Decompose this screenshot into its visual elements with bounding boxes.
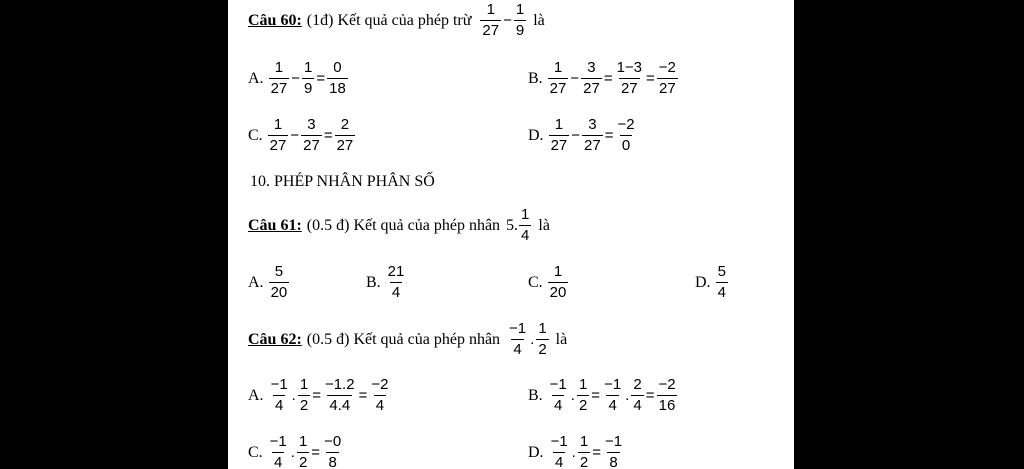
option-label: B. (366, 273, 381, 291)
option-label: A. (248, 69, 264, 87)
document-page (228, 0, 794, 469)
fraction: 1 27 (549, 59, 567, 97)
fraction: $\frac{1}{2}$ (579, 433, 589, 469)
fraction: $\frac{2}{27}$ (336, 116, 354, 154)
question-label: Câu 62: (248, 330, 302, 348)
option-label: A. (248, 386, 264, 404)
fraction: −1 4 (509, 320, 527, 358)
option-label: C. (528, 273, 543, 291)
question-62: Câu 62: (0.5 đ) Kết quả của phép nhân −1 4 . 1 2 là (248, 320, 568, 358)
fraction: $\frac{-2}{27}$ (658, 59, 676, 97)
question-suffix: là (533, 11, 545, 29)
answer-option-a[interactable] (248, 264, 290, 301)
answer-option-b[interactable]: B. −1 4 . $\frac{1}{2}$ = $\frac{-1}{4}$ . $\frac{2}{4}$ = $\frac{-2}{16}$ (528, 376, 676, 414)
fraction: 1 2 (538, 320, 547, 358)
fraction: $\frac{2}{4}$ (633, 376, 642, 414)
option-label: C. (248, 443, 263, 461)
fraction: $\frac{3}{27}$ (303, 116, 320, 154)
fraction: $\frac{-1}{8}$ (604, 433, 623, 469)
option-label: A. (248, 273, 264, 291)
fraction: $\frac{1}{2}$ (299, 376, 309, 414)
option-label: C. (248, 126, 263, 144)
fraction: 21 4 (387, 263, 405, 301)
answer-option-a[interactable]: A. −1 4 . $\frac{1}{2}$ = $\frac{-1.2}{4.4}$ = $\frac{-2}{4}$ (248, 376, 389, 414)
fraction: 1 27 (270, 59, 288, 97)
fraction: $\frac{-2}{0}$ (617, 116, 635, 154)
answer-option-b[interactable]: B. 1 27 − $\frac{3}{27}$ = $\frac{1-3}{27}$ = $\frac{-2}{27}$ (528, 59, 676, 97)
answer-option-c[interactable] (528, 264, 569, 301)
fraction: 1 27 (482, 1, 500, 39)
option-label: D. (528, 126, 544, 144)
question-text: (1đ) Kết quả của phép trừ (306, 11, 472, 29)
question-text: (0.5 đ) Kết quả của phép nhân (306, 330, 501, 348)
question-61: Câu 61: (0.5 đ) Kết quả của phép nhân 5. 1 4 là (248, 206, 550, 244)
fraction: $\frac{1}{9}$ (304, 59, 313, 97)
fraction: 1 27 (269, 116, 287, 154)
fraction: $\frac{1-3}{27}$ (616, 59, 643, 97)
fraction: −1 4 (269, 433, 287, 469)
question-60: Câu 60: (1đ) Kết quả của phép trừ 1 27 − $\frac{1}{9}$ là (248, 1, 545, 39)
fraction: $\frac{-1}{4}$ (604, 376, 622, 414)
fraction: $\frac{-2}{16}$ (658, 376, 676, 414)
answer-option-c[interactable]: C. 1 27 − $\frac{3}{27}$ = $\frac{2}{27}$ (248, 116, 354, 154)
fraction: 5 4 (717, 263, 726, 301)
fraction: $\frac{3}{27}$ (583, 59, 600, 97)
answer-option-d[interactable]: D. −1 4 . $\frac{1}{2}$ = $\frac{-1}{8}$ (528, 433, 623, 469)
fraction: −1 4 (270, 376, 288, 414)
fraction: $\frac{-0}{8}$ (324, 433, 342, 469)
fraction: −1 4 (549, 376, 567, 414)
fraction: $\frac{1}{2}$ (298, 433, 308, 469)
question-label: Câu 60: (248, 11, 302, 29)
fraction: $\frac{-1.2}{4.4}$ (324, 376, 355, 414)
fraction: $\frac{1}{9}$ (515, 1, 525, 39)
question-suffix: là (538, 216, 550, 234)
answer-option-c[interactable]: C. −1 4 . $\frac{1}{2}$ = $\frac{-0}{8}$ (248, 433, 342, 469)
fraction: 1 4 (521, 206, 530, 244)
answer-option-b[interactable] (366, 264, 407, 301)
fraction: $\frac{0}{18}$ (329, 59, 346, 97)
question-label: Câu 61: (248, 216, 302, 234)
option-label: B. (528, 69, 543, 87)
question-text: (0.5 đ) Kết quả của phép nhân (306, 216, 501, 234)
question-suffix: là (555, 330, 568, 348)
section-heading: 10. PHÉP NHÂN PHÂN SỐ (250, 173, 435, 190)
option-label: D. (695, 273, 711, 291)
option-label: D. (528, 443, 544, 461)
fraction: 1 20 (549, 263, 567, 301)
fraction: 5 20 (270, 263, 288, 301)
fraction: −1 4 (550, 433, 568, 469)
fraction: $\frac{-2}{4}$ (371, 376, 389, 414)
option-label: B. (528, 386, 543, 404)
answer-option-d[interactable]: D. 1 27 − $\frac{3}{27}$ = $\frac{-2}{0}$ (528, 116, 635, 154)
fraction: 1 27 (550, 116, 568, 154)
answer-option-a[interactable]: A. 1 27 − $\frac{1}{9}$ = $\frac{0}{18}$ (248, 59, 346, 97)
fraction: $\frac{1}{2}$ (578, 376, 588, 414)
answer-option-d[interactable] (695, 264, 729, 301)
fraction: $\frac{3}{27}$ (584, 116, 601, 154)
